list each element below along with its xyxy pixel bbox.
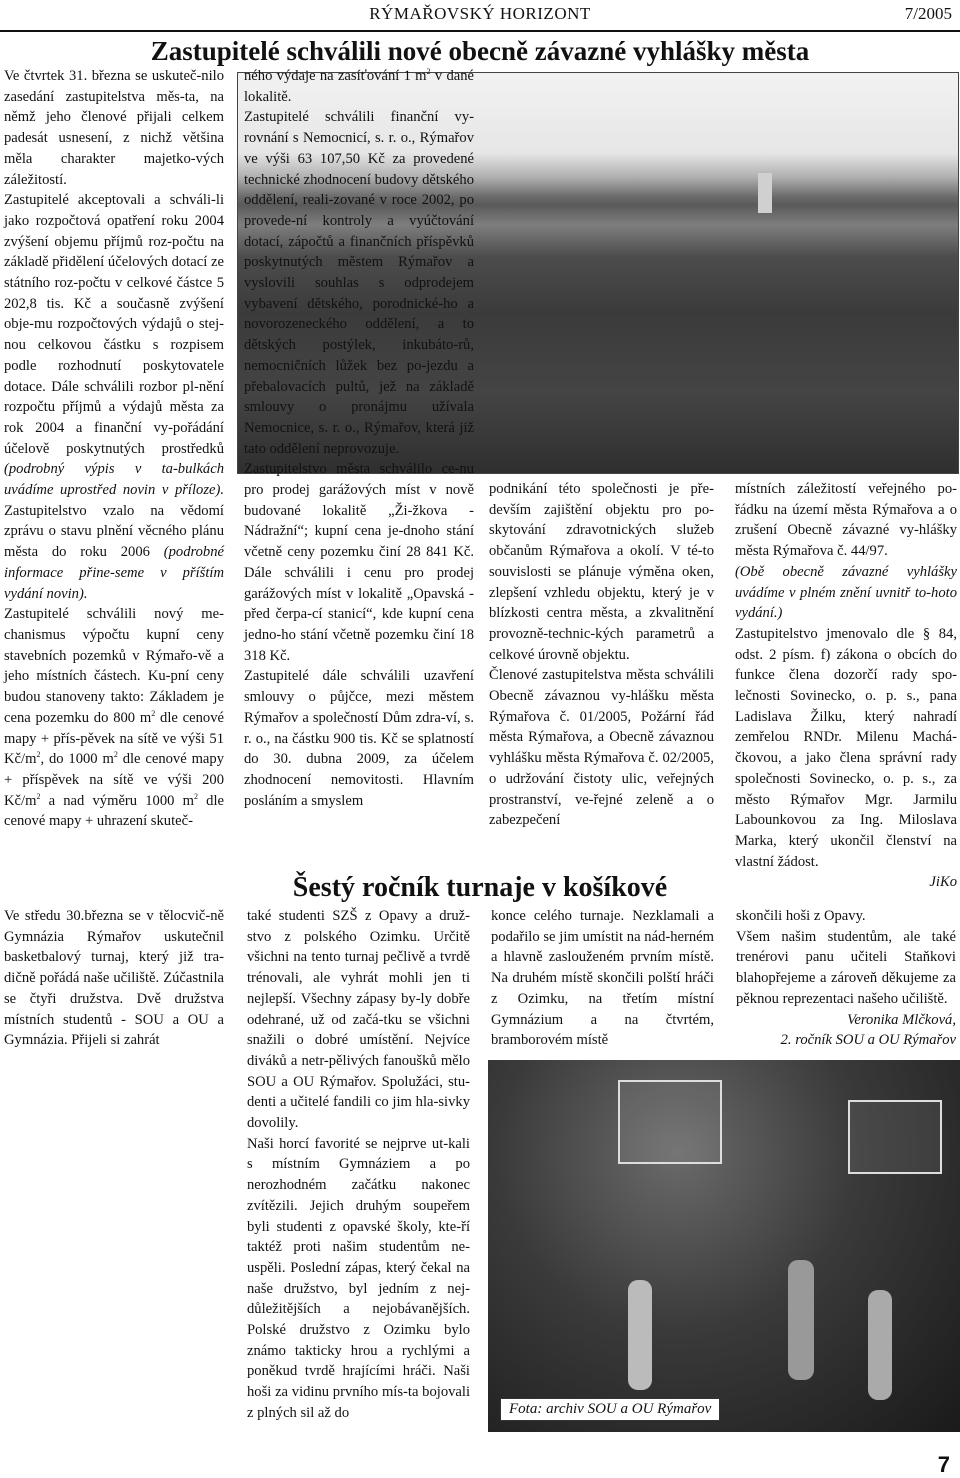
author-signature: JiKo [929, 874, 957, 891]
backboard-shape [618, 1080, 722, 1164]
paragraph: Všem našim studentům, ale také trenérovi panu učiteli Staňkovi blahopřejeme a zároveň děkujeme za pěknou reprezentaci našeho učiliště. [736, 928, 956, 1007]
photo-caption: Fota: archiv SOU a OU Rýmařov [500, 1398, 720, 1421]
paragraph: Naši horcí favorité se nejprve ut-kali s místním Gymnáziem a po nerozhodném začátku nakonec zvítězili. Jejich druhým soupeřem byli studenti z opavské školy, kte-ří taktéž proti našim studentům ne-uspěli. Poslední zápas, který čekal na naše družstvo, byl jedním z nej-důležitějších a nejobávanějších. Polské družstvo z Ozimku bylo známo takticky hrou a rychlými a poněkud tvrdě hrajícími hráči. Naši hoši za vidinu prvního mís-ta bojovali z plných sil až do [247, 1135, 470, 1421]
author-affiliation: 2. ročník SOU a OU Rýmařov [780, 1032, 956, 1049]
paragraph: také studenti SZŠ z Opavy a druž-stvo z polského Ozimku. Určitě všichni na tento turnaj pečlivě a tvrdě trénovali, ale vyhrát mohli jen ti nejlepší. Všechny zápasy by-ly dobře odehrané, už od začá-tku se všichni snažili o dobré umístění. Nejvíce diváků a netr-pělivých fanoušků mělo SOU a OU Rýmařov. Spolužáci, stu-denti a učitelé fandili co jim hla-sivky dovolily. [247, 908, 470, 1132]
issue-number: 7/2005 [904, 4, 952, 23]
article1-column-4 [735, 479, 957, 893]
article2-column-4 [736, 906, 956, 1051]
paragraph: Zastupitelé dále schválili uzavření smlouvy o půjčce, mezi městem Rýmařov a společností Dům zdra-ví, s. r. o., na částku 900 tis. Kč se splatností do 30. dubna 2009, za účelem zhodnocení nemovitosti. Hlavním posláním a smyslem [244, 668, 474, 809]
paragraph: Ve středu 30.března se v tělocvič-ně Gymnázia Rýmařov uskutečnil basketbalový turnaj, který již tra-dičně pořádá naše učiliště. Zúčastnila se čtyři družstva. Dvě družstva místních studentů - SOU a OU a Gymnázia. Přijeli si zahrát [4, 908, 224, 1049]
article-title: Zastupitelé schválili nové obecně závazné vyhlášky města [150, 36, 810, 66]
backboard-shape [848, 1100, 942, 1174]
running-header: RÝMAŘOVSKÝ HORIZONT [369, 4, 591, 23]
article1-column-2 [244, 66, 474, 811]
article2-column-2 [247, 906, 470, 1424]
paragraph: konce celého turnaje. Nezklamali a podařilo se jim umístit na nád-herném a hlavně zaslouženém prvním místě. Na druhém místě skončili polští hráči z Ozimku, na třetím místní Gymnázium a na čtvrtém, bramborovém místě [491, 908, 714, 1049]
paragraph: Zastupitelstvo města schválilo ce-nu pro prodej garážových míst v nově budované lokalitě „Ži-žkova - Nádražní“; kupní cena je-dnoho stání včetně ceny pozemku činí 28 841 Kč. Dále schválili i cenu pro prodej garážových míst v lokalitě „Opavská - před čerpa-cí stanicí“, kde kupní cena jedno-ho stání včetně pozemku činí 18 318 Kč. [244, 461, 474, 664]
article1-column-3 [489, 479, 714, 831]
basketball-photo [488, 1060, 960, 1432]
player-silhouette [788, 1260, 814, 1380]
paragraph: Zastupitelé schválili nový me-chanismus výpočtu kupní ceny stavebních pozemků v Rýmařo-vě a jeho místních částech. Ku-pní ceny budou stanoveny takto: Základem je cena pozemku do 800 $m^2$ dle cenové mapy + přís-pěvek na sítě ve výši 51 $Kč/m^2$, do 1000 $m^2$ dle cenové mapy + příspěvek na sítě ve výši 200 $Kč/m^2$ a nad výměru 1000 $m^2$ dle cenové mapy + uhrazení skuteč- [4, 606, 224, 830]
article2-column-3 [491, 906, 714, 1051]
header-rule [0, 30, 960, 32]
paragraph: Zastupitelé schválili finanční vy-rovnání s Nemocnicí, s. r. o., Rýmařov ve výši 63 107,50 Kč za provedené technické zhodnocení budovy dětského oddělení, reali-zované v roce 2002, po provede-ní kontroly a vyúčtování dotací, zápočtů a finančních příspěvků poskytnutých městem Rýmařov a vyslovili souhlas s odprodejem vybavení dětského, porodnické-ho a novorozeneckého oddělení, a to dětských postýlek, inkubáto-rů, nemocničních lůžek bez po-jezdu a přebalovacích pultů, jež na základě smlouvy o pronájmu užívala Nemocnice, s. r. o., Rýmařov, která již tato oddělení neprovozuje. [244, 109, 474, 457]
paragraph: Zastupitelstvo jmenovalo dle § 84, odst. 2 písm. f) zákona o obcích do funkce člena dozorčí rady spo-lečnosti Sovinecko, o. p. s., pana Ladislava Žilku, který nahradí zemřelou RNDr. Milenu Machá-čkovou, a jako člena správní rady společnosti Sovinecko, o. p. s., za město Rýmařov Mgr. Jarmilu Labounkovou za Ing. Miloslava Marka, který ukončil členství na vlastní žádost. [735, 625, 957, 870]
paragraph: podnikání této společnosti je pře-devším zajištění objektu pro po-skytování zdravotnických služeb občanům Rýmařova a okolí. V té-to souvislosti se plánuje výměna oken, zlepšení vzhledu objektu, který je v blízkosti centra města, a zkvalitnění provozně-technic-kých parametrů a celkové úrovně objektu. [489, 481, 714, 663]
article-title: Šestý ročník turnaje v košíkové [292, 872, 668, 903]
paragraph: skončili hoši z Opavy. [736, 908, 866, 924]
paragraph: (Obě obecně závazné vyhlášky uvádíme v plném znění uvnitř to-hoto vydání.) [735, 563, 957, 622]
article1-column-1 [4, 66, 224, 832]
player-silhouette [628, 1280, 652, 1390]
paragraph: Členové zastupitelstva města schválili Obecně závaznou vy-hlášku města Rýmařova č. 01/2005, Požární řád města Rýmařova, a Obecně závaznou vyhlášku města Rýmařova č. 02/2005, o udržování čistoty ulic, veřejných prostranství, ve-řejné zeleně a o zabezpečení [489, 667, 714, 829]
paragraph: místních záležitostí veřejného po-řádku na území města Rýmařova a o zrušení Obecně závazné vy-hlášky města Rýmařova č. 44/97. [735, 481, 957, 560]
player-silhouette [868, 1290, 892, 1400]
paragraph: Ve čtvrtek 31. března se uskuteč-nilo zasedání zastupitelstva měs-ta, na němž jeho členové přijali celkem padesát usnesení, z nichž většina měla charakter majetko-vých záležitostí. [4, 68, 224, 188]
article2-column-1 [4, 906, 224, 1051]
church-tower-shape [758, 173, 772, 213]
paragraph: ného výdaje na zasíťování 1 $m^2$ v dané lokalitě. [244, 67, 475, 105]
paragraph: Zastupitelé akceptovali a schváli-li jako rozpočtová opatření roku 2004 zvýšení objemu příjmů roz-počtu na základě přidělení účelových dotací ze státního roz-počtu v celkové částce 5 202,8 tis. Kč a současně zvýšení obje-mu rozpočtových výdajů o stej-nou celkovou částku s rozpisem podle rozhodnutí poskytovatele dotace. Dále schválili rozbor pl-nění rozpočtu příjmů a výdajů města za rok 2004 a finanční vy-pořádání účelově poskytnutých prostředků (podrobný výpis v ta-bulkách uvádíme uprostřed novin v příloze). Zastupitelstvo vzalo na vědomí zprávu o stavu plnění věcného plánu města do roku 2006 (podrobné informace přine-seme v příštím vydání novin). [4, 192, 224, 602]
author-signature: Veronika Mlčková, [847, 1011, 956, 1028]
page-number: 7 [937, 1452, 950, 1477]
